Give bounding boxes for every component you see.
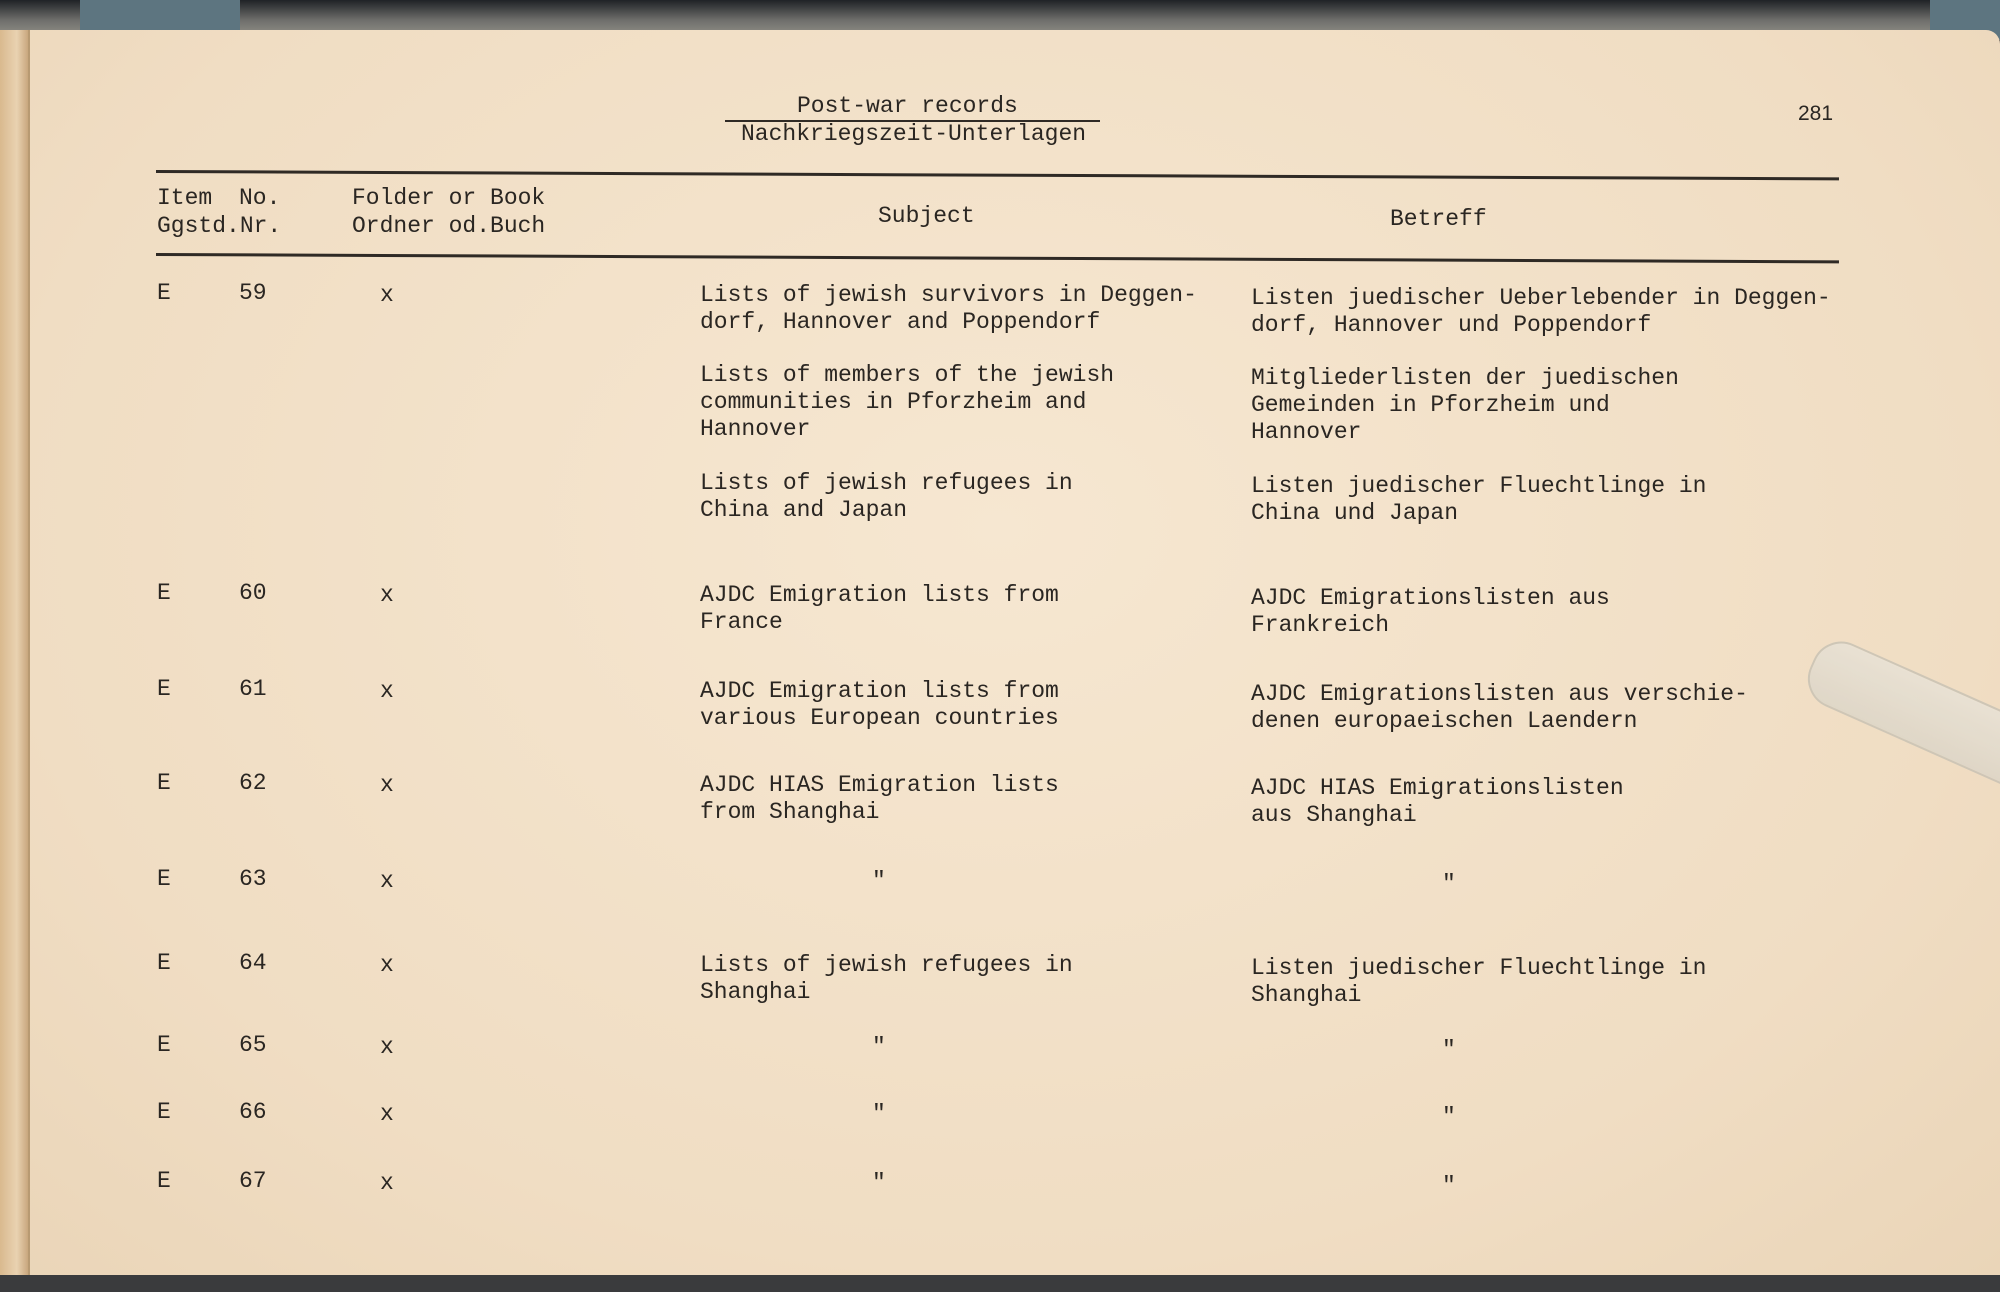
betreff-text: AJDC HIAS Emigrationslisten aus Shanghai bbox=[1251, 775, 1624, 828]
subject-text: AJDC HIAS Emigration lists from Shanghai bbox=[700, 772, 1059, 825]
betreff-text: Listen juedischer Fluechtlinge in Shanghai bbox=[1251, 955, 1707, 1008]
folder-mark: x bbox=[380, 1034, 394, 1060]
col-item-en: Item bbox=[157, 185, 213, 211]
page-edge bbox=[0, 30, 30, 1292]
folder-mark: x bbox=[380, 282, 394, 308]
col-subject: Subject bbox=[878, 203, 975, 229]
col-betreff: Betreff bbox=[1390, 206, 1487, 232]
item-number: 60 bbox=[239, 580, 267, 606]
item-number: 61 bbox=[239, 676, 267, 702]
col-no-en: No. bbox=[239, 185, 281, 211]
title-en: Post-war records bbox=[797, 93, 1018, 119]
item-number: 63 bbox=[239, 866, 267, 892]
betreff-text: " bbox=[1442, 1173, 1456, 1199]
book-binding-top bbox=[0, 0, 2000, 34]
book-binding-bottom bbox=[0, 1275, 2000, 1292]
betreff-text: " bbox=[1442, 1037, 1456, 1063]
folder-mark: x bbox=[380, 678, 394, 704]
item-letter: E bbox=[157, 676, 171, 702]
folder-mark: x bbox=[380, 772, 394, 798]
page-number: 281 bbox=[1798, 102, 1834, 125]
item-number: 67 bbox=[239, 1168, 267, 1194]
subject-text: " bbox=[872, 1170, 886, 1196]
subject-text: " bbox=[872, 868, 886, 894]
betreff-text: AJDC Emigrationslisten aus Frankreich bbox=[1251, 585, 1610, 638]
folder-mark: x bbox=[380, 868, 394, 894]
item-letter: E bbox=[157, 950, 171, 976]
item-letter: E bbox=[157, 770, 171, 796]
folder-mark: x bbox=[380, 1170, 394, 1196]
betreff-text: " bbox=[1442, 871, 1456, 897]
item-letter: E bbox=[157, 866, 171, 892]
subject-text: Lists of jewish refugees in Shanghai bbox=[700, 952, 1073, 1005]
item-letter: E bbox=[157, 1168, 171, 1194]
betreff-text: AJDC Emigrationslisten aus verschie- denen europaeischen Laendern bbox=[1251, 681, 1748, 734]
item-letter: E bbox=[157, 580, 171, 606]
subject-text: Lists of members of the jewish communities in Pforzheim and Hannover bbox=[700, 362, 1115, 442]
item-letter: E bbox=[157, 1032, 171, 1058]
subject-text: AJDC Emigration lists from various European countries bbox=[700, 678, 1059, 731]
item-number: 65 bbox=[239, 1032, 267, 1058]
betreff-text: " bbox=[1442, 1104, 1456, 1130]
col-folder-de: Ordner od.Buch bbox=[352, 213, 546, 239]
folder-mark: x bbox=[380, 582, 394, 608]
subject-text: Lists of jewish refugees in China and Japan bbox=[700, 470, 1073, 523]
item-number: 66 bbox=[239, 1099, 267, 1125]
betreff-text: Listen juedischer Ueberlebender in Deggen- dorf, Hannover und Poppendorf bbox=[1251, 285, 1831, 338]
title-de: Nachkriegszeit-Unterlagen bbox=[741, 121, 1087, 147]
item-number: 64 bbox=[239, 950, 267, 976]
col-item-de: Ggstd.Nr. bbox=[157, 213, 282, 239]
subject-text: " bbox=[872, 1101, 886, 1127]
subject-text: " bbox=[872, 1034, 886, 1060]
item-number: 59 bbox=[239, 280, 267, 306]
folder-mark: x bbox=[380, 952, 394, 978]
item-number: 62 bbox=[239, 770, 267, 796]
betreff-text: Mitgliederlisten der juedischen Gemeinden in Pforzheim und Hannover bbox=[1251, 365, 1679, 445]
subject-text: AJDC Emigration lists from France bbox=[700, 582, 1059, 635]
betreff-text: Listen juedischer Fluechtlinge in China und Japan bbox=[1251, 473, 1707, 526]
item-letter: E bbox=[157, 280, 171, 306]
subject-text: Lists of jewish survivors in Deggen- dorf, Hannover and Poppendorf bbox=[700, 282, 1197, 335]
col-folder-en: Folder or Book bbox=[352, 185, 546, 211]
document-page bbox=[0, 30, 2000, 1275]
item-letter: E bbox=[157, 1099, 171, 1125]
folder-mark: x bbox=[380, 1101, 394, 1127]
